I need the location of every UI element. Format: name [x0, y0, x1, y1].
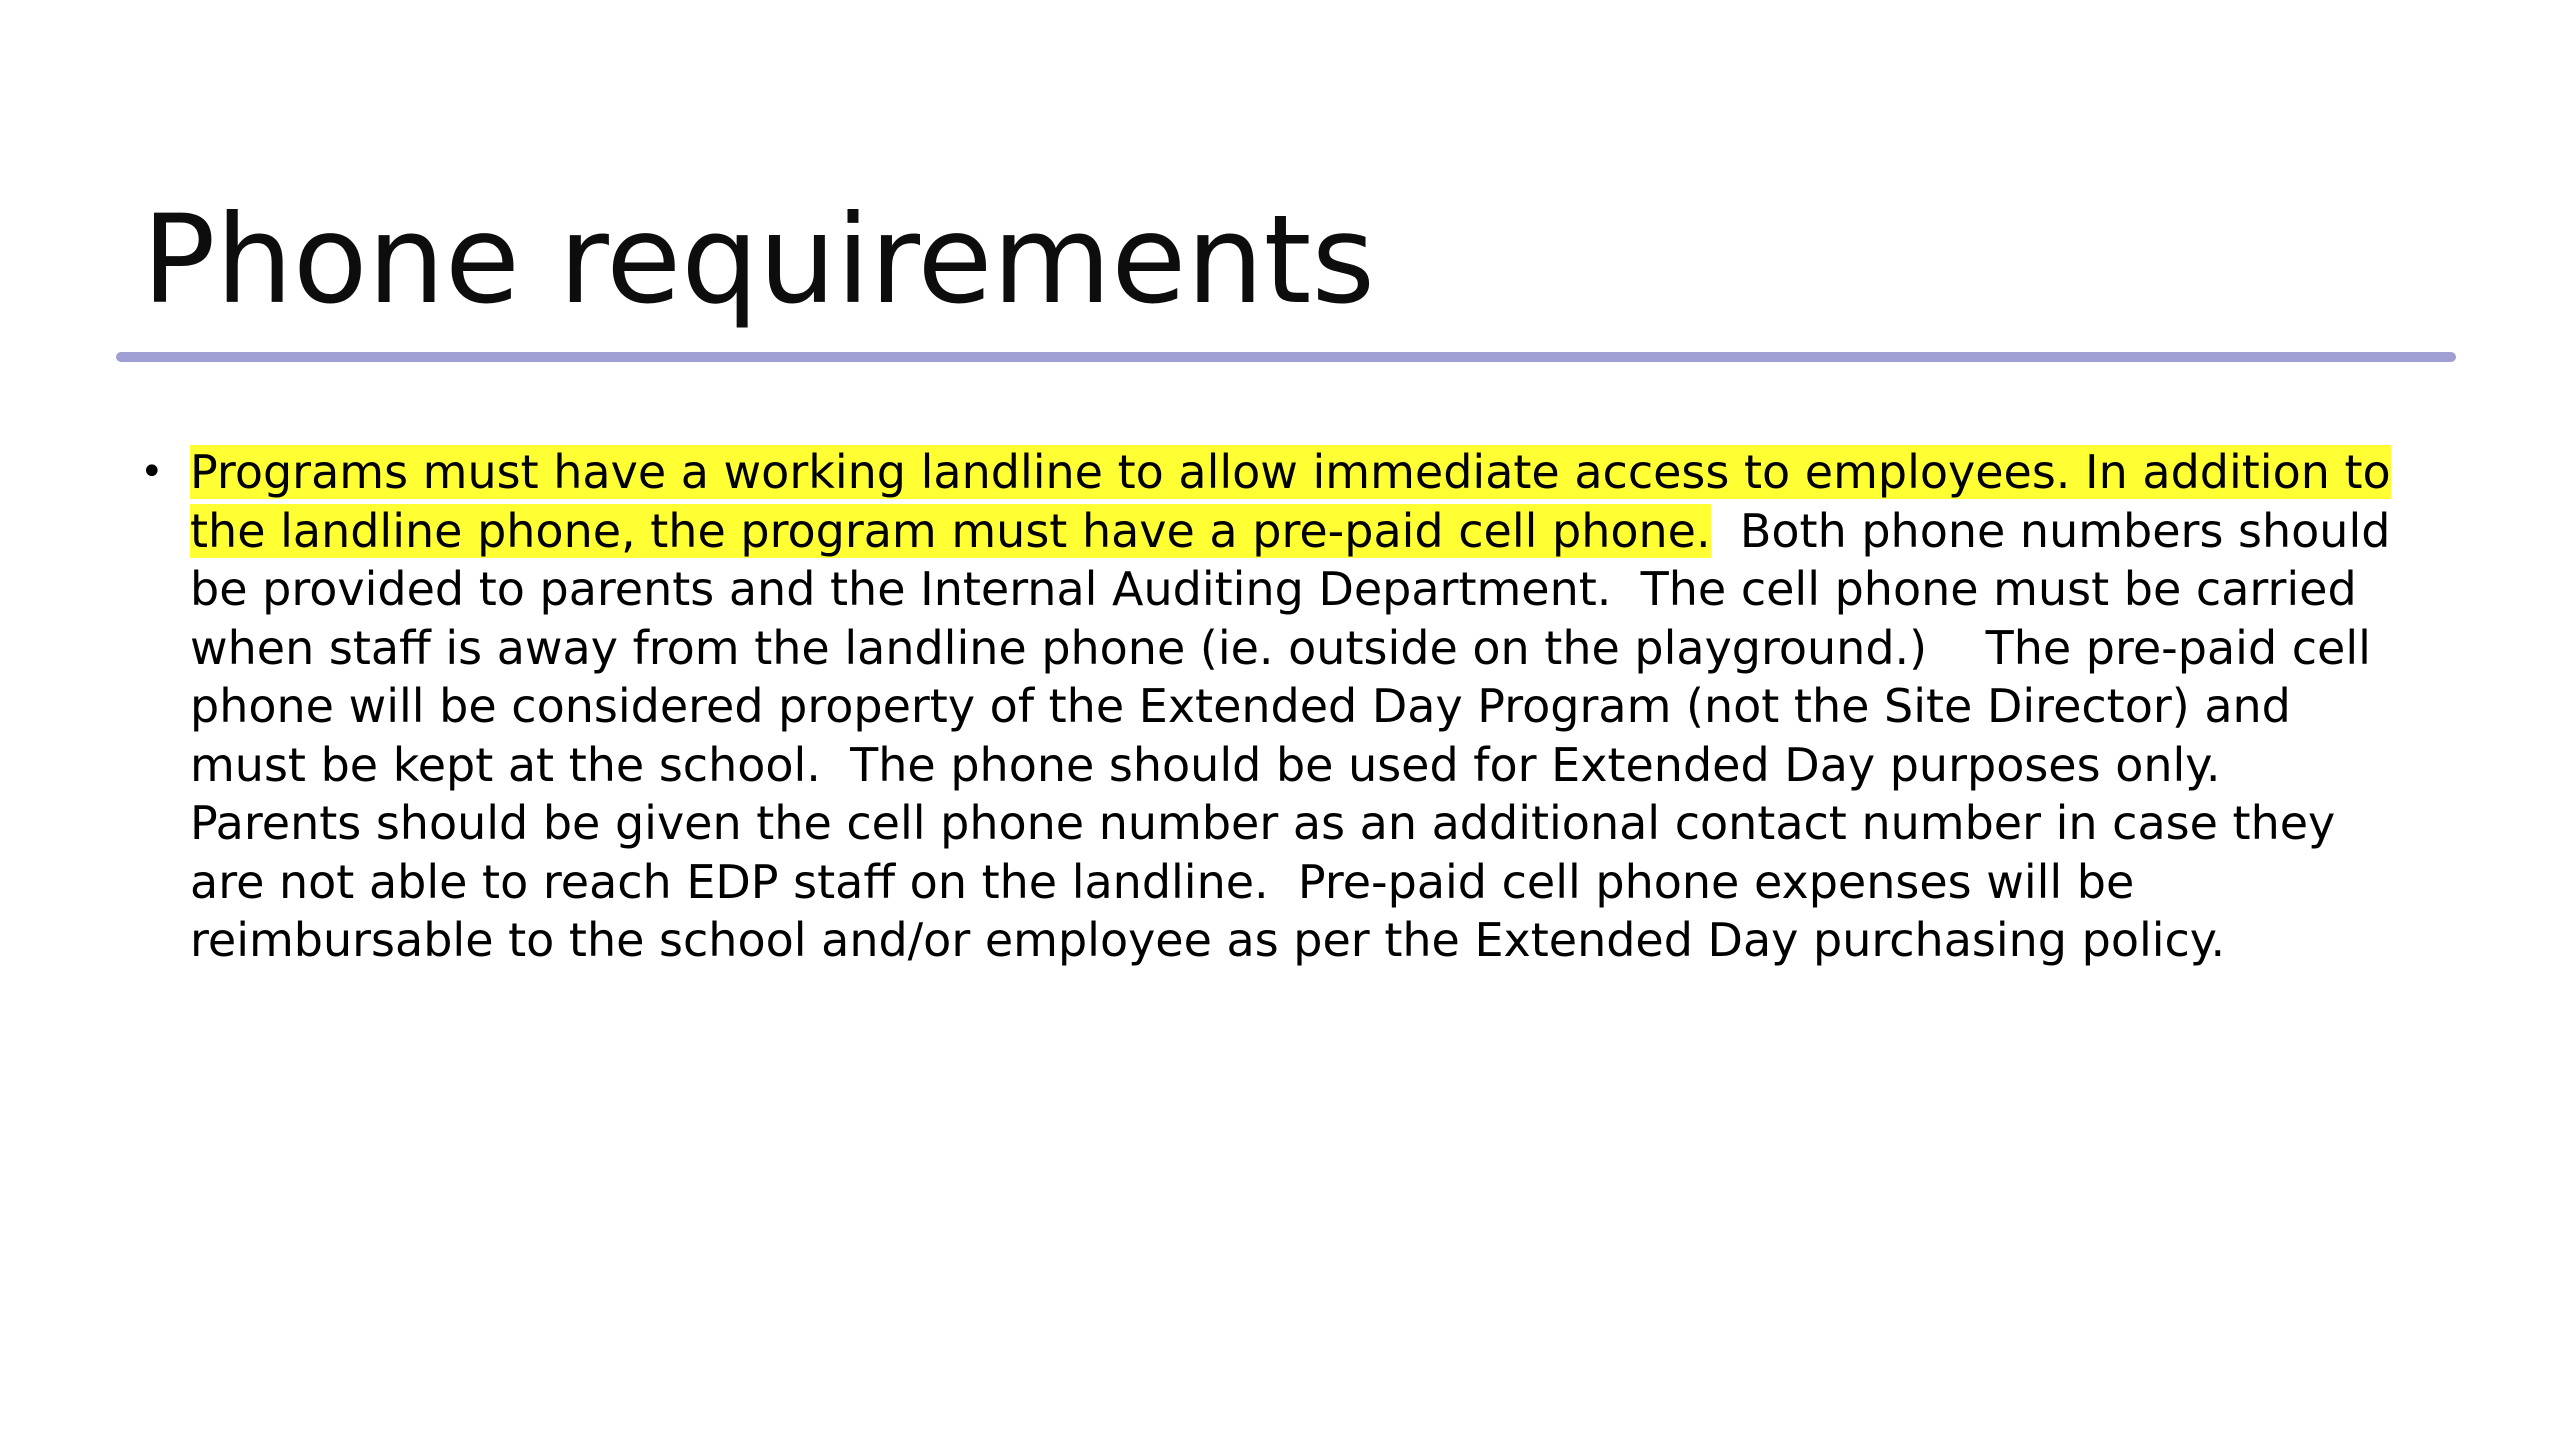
title-underline	[116, 352, 2456, 362]
bullet-marker: •	[140, 449, 164, 495]
bullet-body-text: Both phone numbers should be provided to parents and the Internal Auditing Department. The cell phone must be carried when staff is away from the landline phone (ie. outside on the playground.) The pre-paid cell phone will be considered property of the Extended Day Program (not the Site Director) and must be kept at the school. The phone should be used for Extended Day purposes only. Parents should be given the cell phone number as an additional contact number in case they are not able to reach EDP staff on the landline. Pre-paid cell phone expenses will be reimbursable to the school and/or employee as per the Extended Day purchasing policy.	[190, 503, 2406, 967]
highlighted-text: Programs must have a working landline to allow immediate access to employees. In addition to the landline phone, the program must have a pre-paid cell phone.	[190, 445, 2391, 558]
bullet-list	[138, 443, 2408, 970]
bullet-item	[138, 443, 2408, 970]
slide-title: Phone requirements	[142, 189, 1376, 331]
